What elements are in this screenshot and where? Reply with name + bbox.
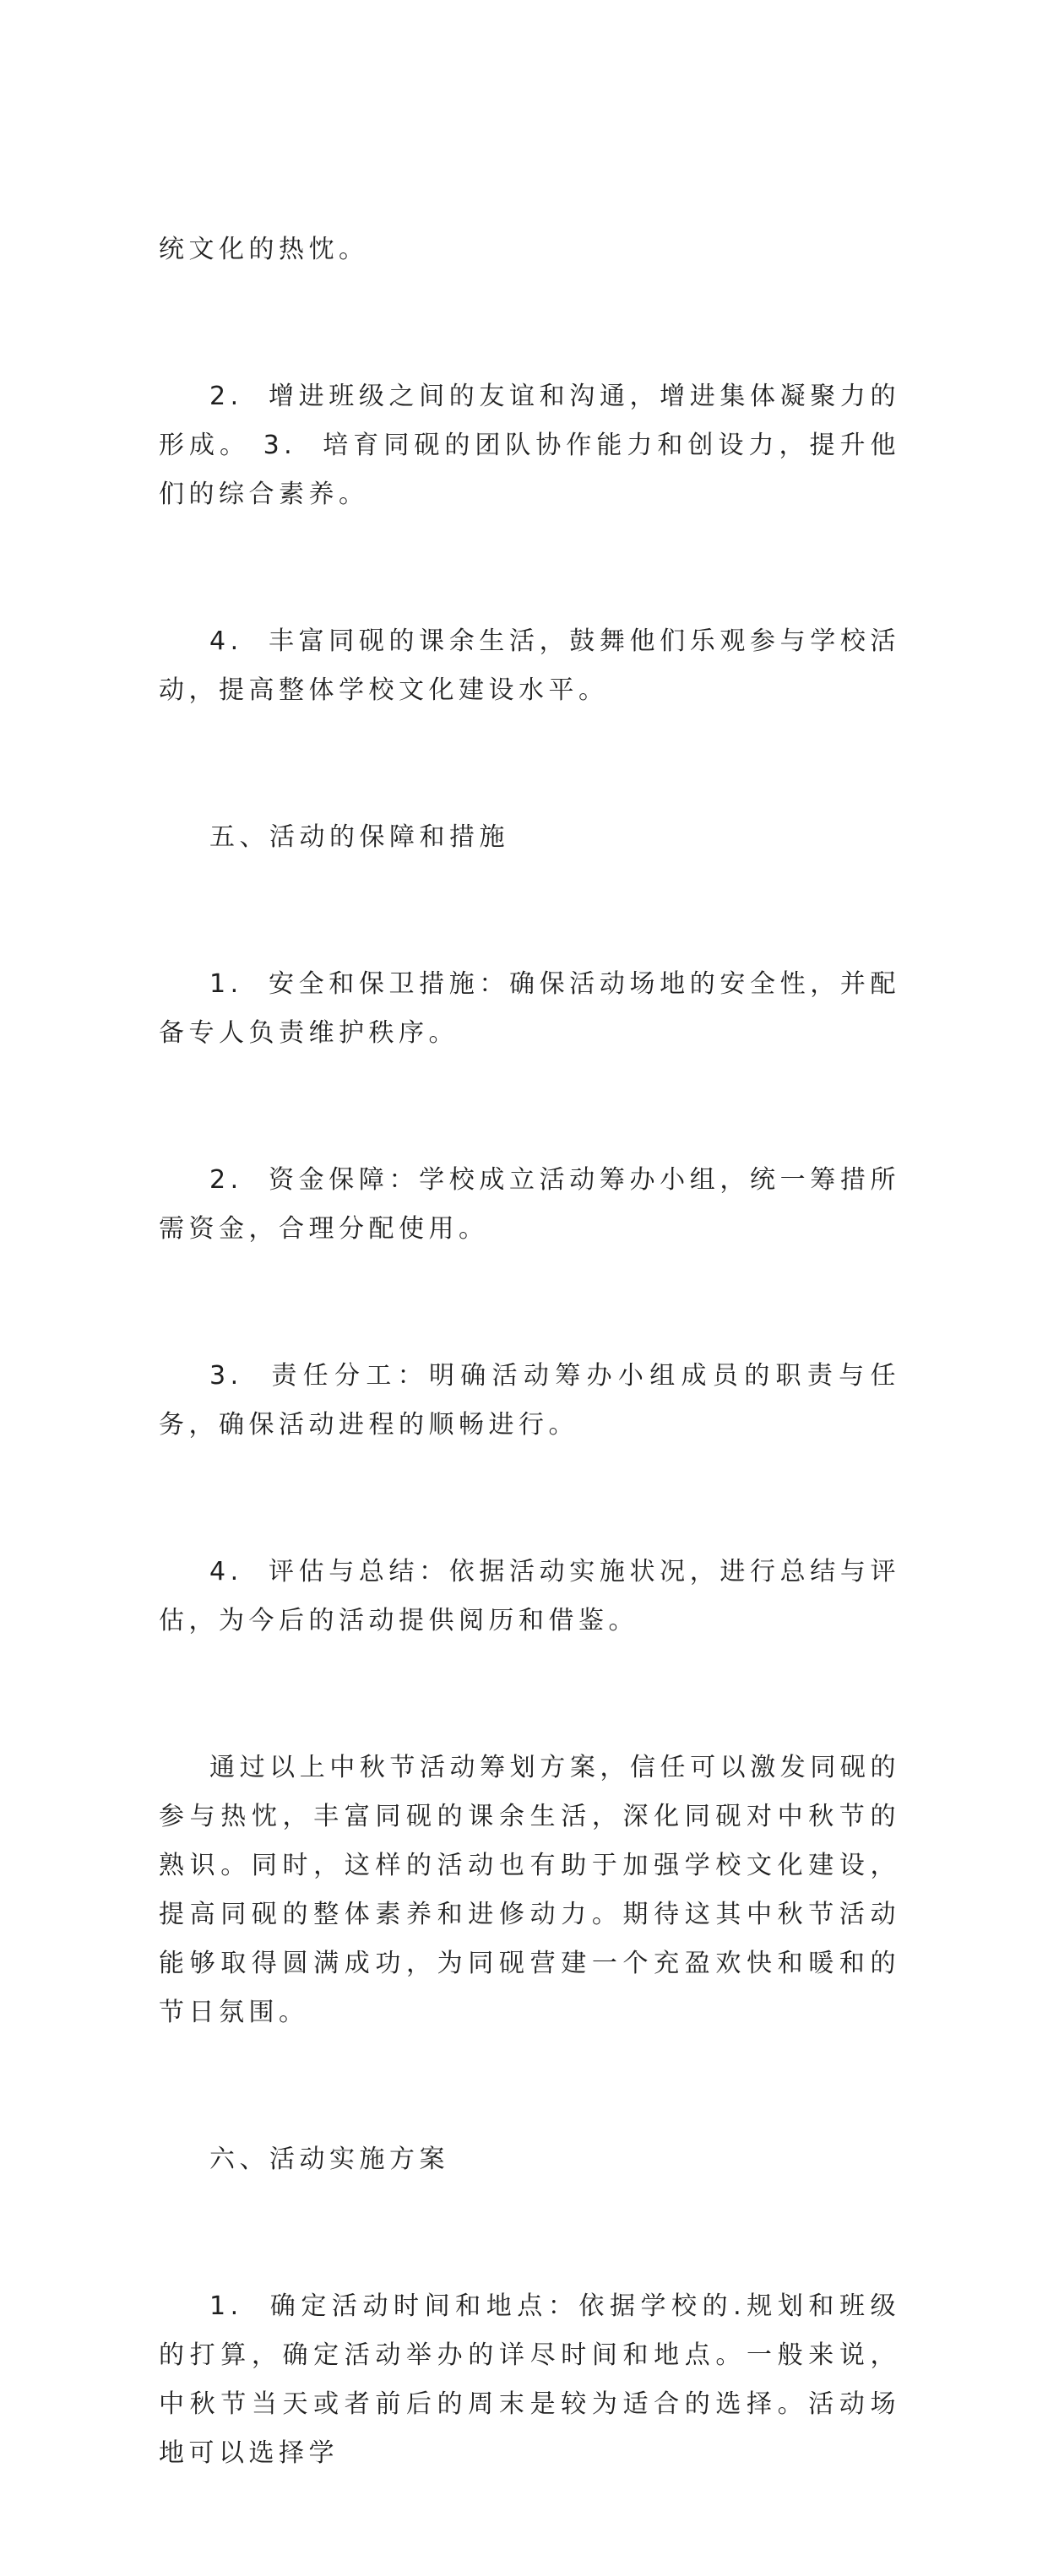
document-body	[159, 127, 900, 2576]
section-heading-five: 五、活动的保障和措施	[209, 822, 509, 852]
list-item-evaluation-summary: 4. 评估与总结：依据活动实施状况，进行总结与评估，为今后的活动提供阅历和借鉴。	[159, 1557, 900, 1635]
list-item-objective-4: 4. 丰富同砚的课余生活，鼓舞他们乐观参与学校活动，提高整体学校文化建设水平。	[159, 626, 900, 705]
list-item-time-and-place: 1. 确定活动时间和地点：依据学校的.规划和班级的打算，确定活动举办的详尽时间和地点。一般来说，中秋节当天或者前后的周末是较为适合的选择。活动场地可以选择学	[159, 2291, 900, 2468]
list-item-responsibility: 3. 责任分工：明确活动筹办小组成员的职责与任务，确保活动进程的顺畅进行。	[159, 1361, 900, 1440]
list-item-objectives-2-3: 2. 增进班级之间的友谊和沟通，增进集体凝聚力的形成。 3. 培育同砚的团队协作能力和创设力，提升他们的综合素养。	[159, 382, 900, 509]
paragraph-closing-summary: 通过以上中秋节活动筹划方案，信任可以激发同砚的参与热忱，丰富同砚的课余生活，深化同砚对中秋节的熟识。同时，这样的活动也有助于加强学校文化建设，提高同砚的整体素养和进修动力。期待这其中秋节活动能够取得圆满成功，为同砚营建一个充盈欢快和暖和的节日氛围。	[159, 1753, 900, 2027]
list-item-funding-guarantee: 2. 资金保障：学校成立活动筹办小组，统一筹措所需资金，合理分配使用。	[159, 1165, 900, 1244]
section-heading-six: 六、活动实施方案	[209, 2145, 449, 2174]
paragraph-continuation: 统文化的热忱。	[159, 235, 369, 264]
list-item-safety-measures: 1. 安全和保卫措施：确保活动场地的安全性，并配备专人负责维护秩序。	[159, 969, 900, 1048]
